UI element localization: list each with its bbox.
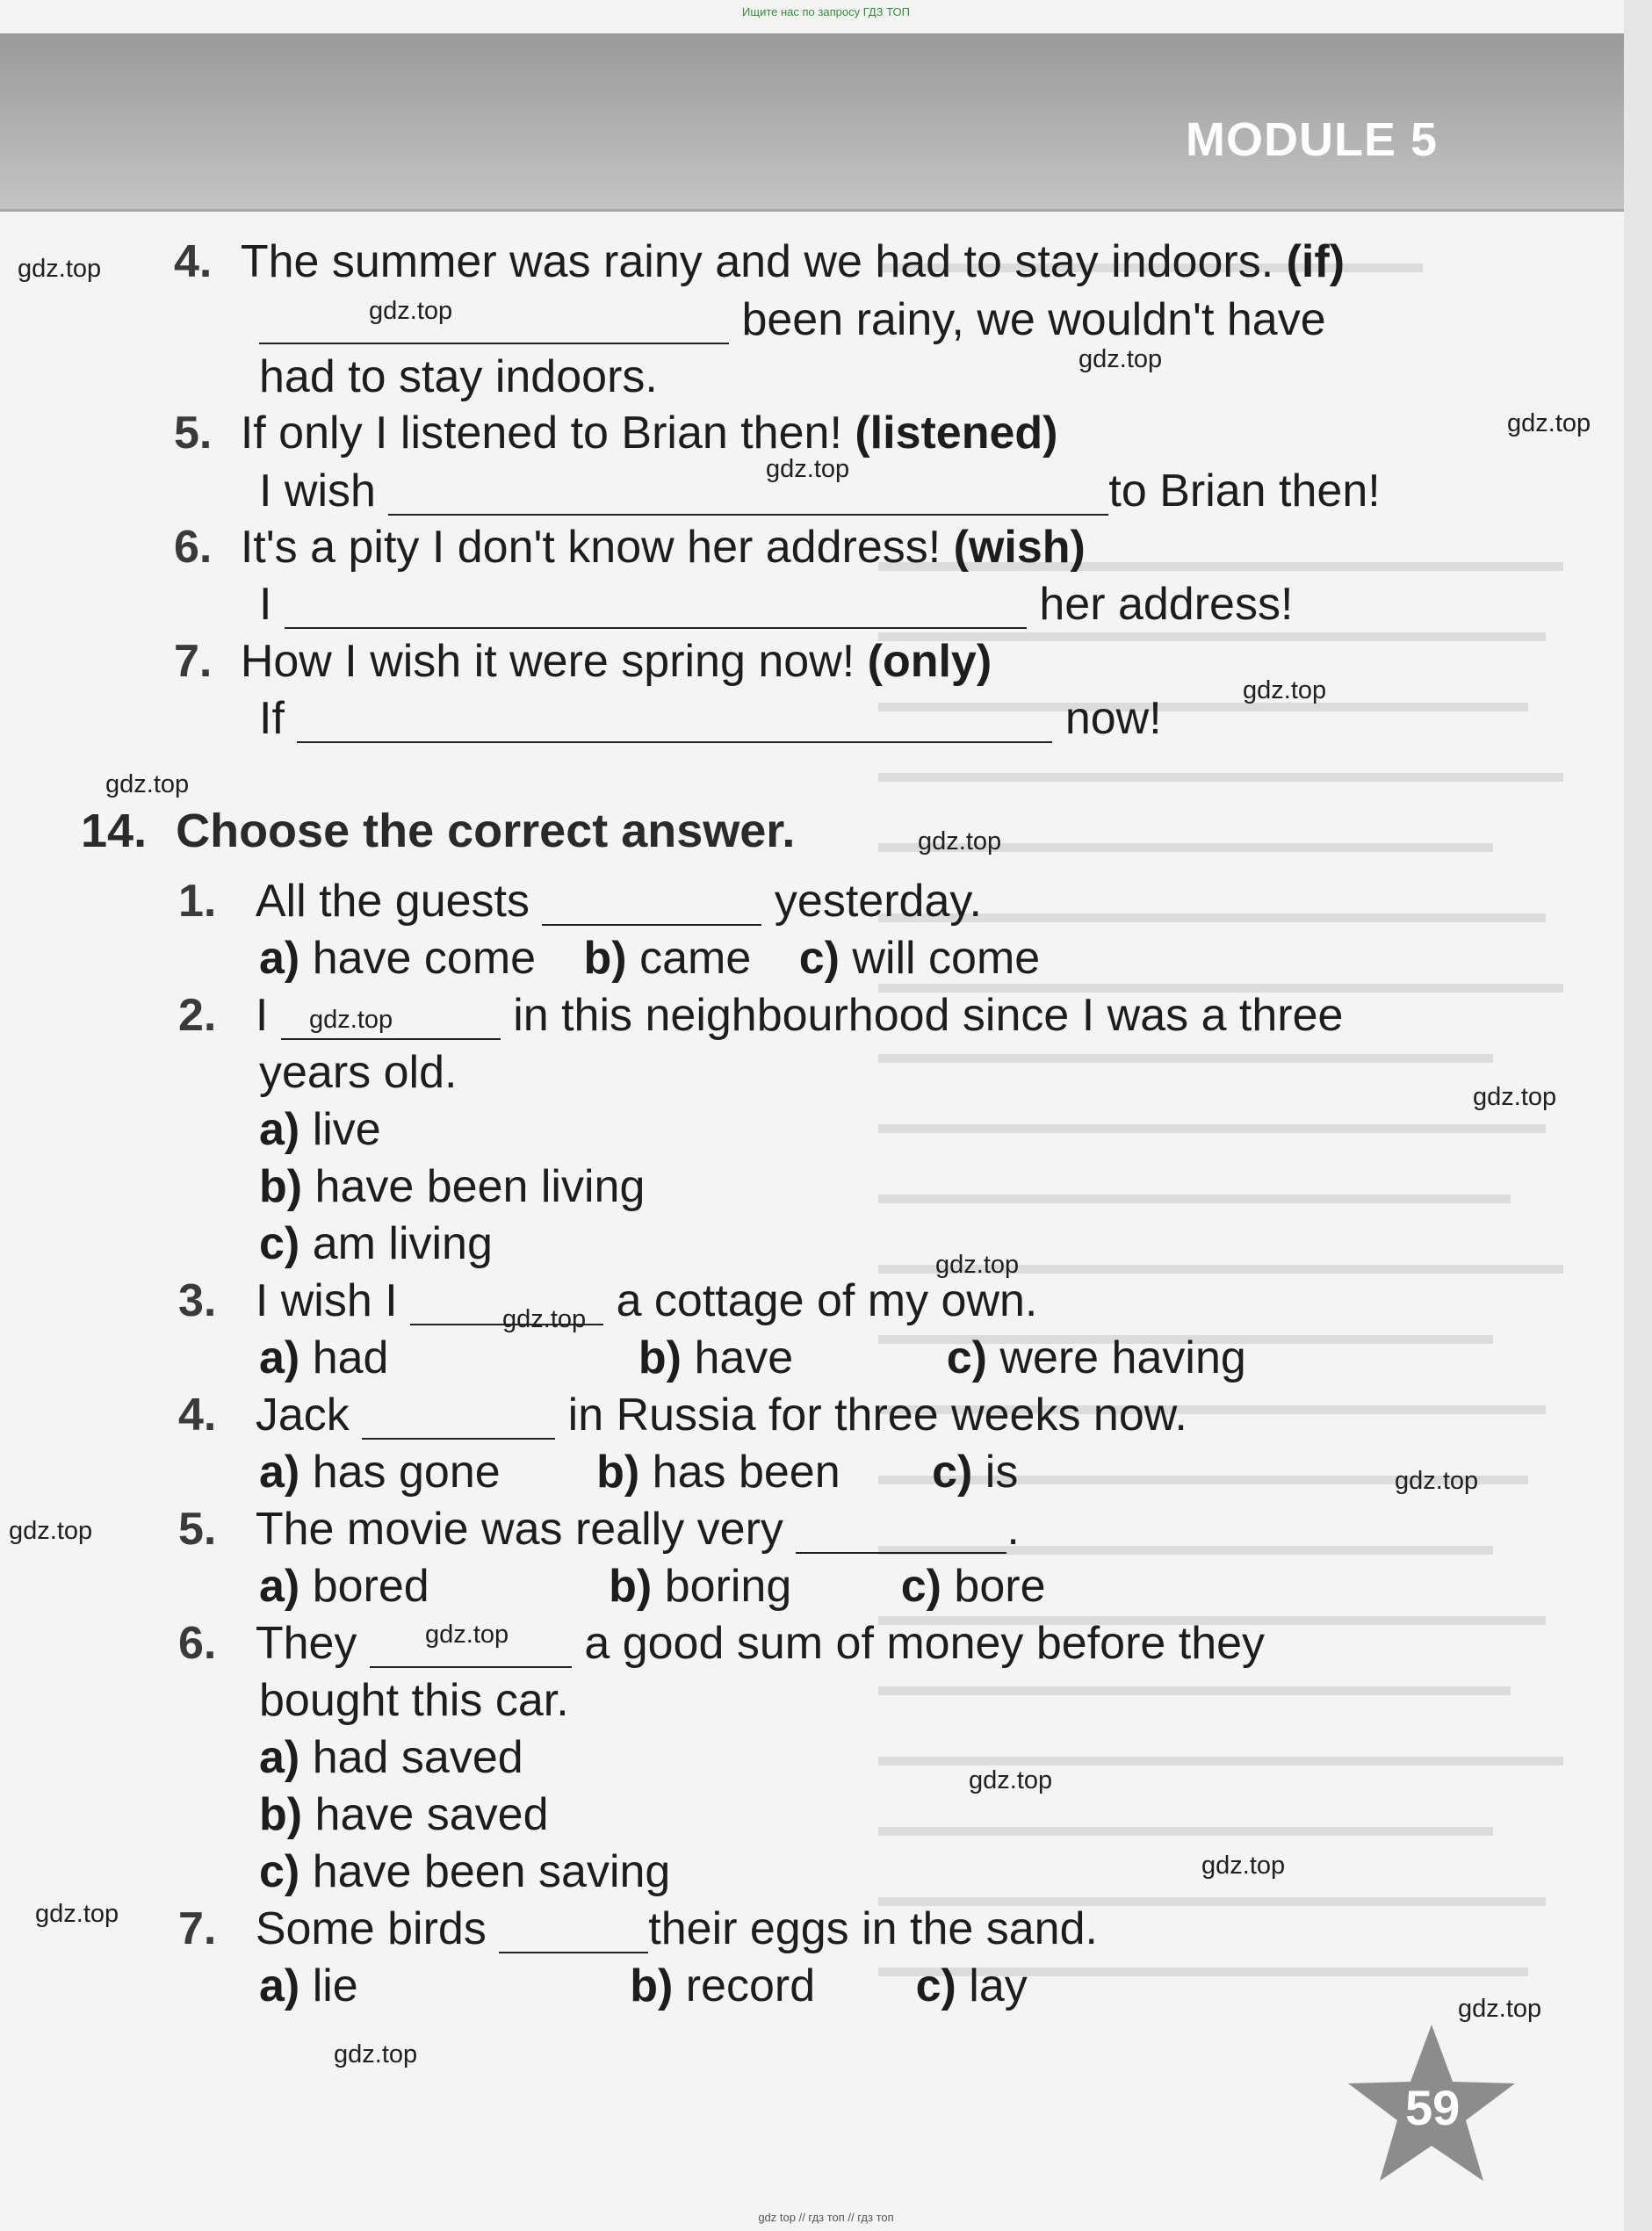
option-b[interactable]: have [694,1332,794,1383]
item-13-5-line2: I wish to Brian then! [259,466,1381,516]
question-2-cont: years old. [259,1047,458,1098]
question-5: 5. The movie was really very . [178,1504,1020,1555]
question-4-options: a) has gone b) has been c) is [259,1447,1019,1498]
question-2-option-b: b) have been living [259,1161,646,1212]
option-a[interactable]: lie [312,1960,358,2011]
watermark: gdz.top [1243,676,1327,704]
question-7-options: a) lie b) record c) lay [259,1960,1028,2011]
watermark: gdz.top [918,827,1002,856]
option-c[interactable]: lay [969,1960,1028,2011]
option-a[interactable]: had [312,1332,389,1383]
watermark: gdz.top [1078,345,1163,373]
watermark: gdz.top [18,255,102,283]
bottom-note: gdz top // гдз топ // гдз топ [758,2211,894,2224]
watermark: gdz.top [105,770,190,798]
option-b[interactable]: has been [652,1447,840,1498]
watermark: gdz.top [1201,1852,1286,1880]
watermark: gdz.top [1395,1467,1479,1495]
answer-blank[interactable] [542,878,761,926]
watermark: gdz.top [1458,1995,1542,2023]
question-6-option-c: c) have been saving [259,1846,671,1897]
question-1: 1. All the guests yesterday. [178,876,982,927]
question-2-option-a: a) live [259,1104,381,1155]
option-b[interactable]: boring [664,1561,792,1612]
option-b[interactable]: have been living [314,1161,646,1212]
watermark: gdz.top [369,297,453,325]
watermark: gdz.top [309,1006,393,1034]
option-c[interactable]: am living [312,1218,493,1269]
option-a[interactable]: had saved [312,1732,523,1783]
option-c[interactable]: will come [852,933,1041,984]
answer-blank[interactable] [388,468,1108,516]
item-13-4-line3: had to stay indoors. [259,351,658,402]
module-title: MODULE 5 [1186,113,1439,166]
answer-blank[interactable] [499,1906,648,1953]
answer-blank[interactable] [297,696,1052,743]
question-6-option-b: b) have saved [259,1789,549,1840]
question-4: 4. Jack in Russia for three weeks now. [178,1390,1187,1440]
item-13-6: 6. It's a pity I don't know her address! (wish) [174,522,1086,573]
watermark: gdz.top [35,1900,119,1928]
item-13-4: 4. The summer was rainy and we had to stay indoors. (if) [174,236,1345,287]
option-b[interactable]: record [685,1960,816,2011]
watermark: gdz.top [425,1621,509,1649]
watermark: gdz.top [766,455,850,483]
watermark: gdz.top [1473,1083,1557,1111]
question-5-options: a) bored b) boring c) bore [259,1561,1046,1612]
item-13-7: 7. How I wish it were spring now! (only) [174,636,992,687]
question-3-options: a) had b) have c) were having [259,1332,1246,1383]
option-a[interactable]: has gone [312,1447,501,1498]
top-note: Ищите нас по запросу ГДЗ ТОП [742,5,910,18]
watermark: gdz.top [1507,409,1591,437]
item-13-6-line2: I her address! [259,579,1294,630]
item-13-7-line2: If now! [259,693,1162,744]
option-a[interactable]: bored [312,1561,429,1612]
question-6-option-a: a) had saved [259,1732,523,1783]
option-c[interactable]: is [985,1447,1019,1498]
option-a[interactable]: have come [312,933,537,984]
question-6: 6. They a good sum of money before they [178,1618,1266,1669]
option-b[interactable]: came [639,933,752,984]
answer-blank[interactable] [796,1506,1006,1554]
option-c[interactable]: bore [954,1561,1046,1612]
watermark: gdz.top [969,1766,1053,1794]
watermark: gdz.top [9,1517,93,1545]
answer-blank[interactable] [259,297,729,344]
item-13-5: 5. If only I listened to Brian then! (listened) [174,408,1058,458]
option-a[interactable]: live [312,1104,381,1155]
question-3: 3. I wish I a cottage of my own. [178,1275,1038,1326]
section-14-heading: 14. Choose the correct answer. [81,805,796,857]
watermark: gdz.top [935,1251,1020,1279]
answer-blank[interactable] [285,581,1027,629]
answer-blank[interactable] [362,1392,555,1440]
watermark: gdz.top [334,2040,418,2069]
question-7: 7. Some birds their eggs in the sand. [178,1903,1098,1954]
page-edge [1624,0,1652,2231]
option-b[interactable]: have saved [314,1789,549,1840]
question-2-option-c: c) am living [259,1218,493,1269]
question-6-cont: bought this car. [259,1675,569,1726]
question-2: 2. I in this neighbourhood since I was a three [178,990,1344,1041]
question-1-options: a) have come b) came c) will come [259,933,1041,984]
option-c[interactable]: were having [999,1332,1246,1383]
page-number: 59 [1405,2080,1461,2135]
option-c[interactable]: have been saving [312,1846,671,1897]
item-13-4-line2: been rainy, we wouldn't have [259,297,1326,344]
watermark: gdz.top [502,1305,587,1333]
